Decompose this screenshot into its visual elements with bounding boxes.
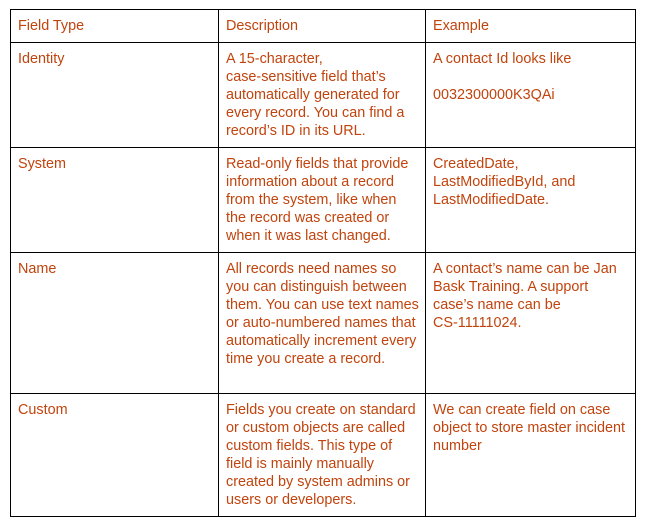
cell-field-type: Name: [11, 253, 219, 394]
cell-description: Read-only fields that provide information about a record from the system, like when the record was created or when it was last changed.: [219, 148, 426, 253]
table-row: [11, 43, 636, 148]
header-example: Example: [426, 10, 636, 43]
cell-description: Fields you create on standard or custom objects are called custom fields. This type of field is mainly manually created by system admins or users or developers.: [219, 394, 426, 517]
cell-field-type: Identity: [11, 43, 219, 148]
header-description: Description: [219, 10, 426, 43]
cell-description: All records need names so you can distinguish between them. You can use text names or auto-numbered names that automatically increment every time you create a record.: [219, 253, 426, 394]
cell-example: A contact’s name can be Jan Bask Training. A support case’s name can be CS-11111024.: [426, 253, 636, 394]
cell-description: A 15-character, case-sensitive field that’s automatically generated for every record. You can find a record’s ID in its URL.: [219, 43, 426, 148]
cell-example: CreatedDate, LastModifiedById, and LastModifiedDate.: [426, 148, 636, 253]
table-row: [11, 253, 636, 394]
field-types-document: [10, 9, 635, 517]
table-header-row: [11, 10, 636, 43]
cell-example: A contact Id looks like 0032300000K3QAi: [426, 43, 636, 148]
cell-field-type: Custom: [11, 394, 219, 517]
cell-field-type: System: [11, 148, 219, 253]
header-field-type: Field Type: [11, 10, 219, 43]
cell-example: We can create field on case object to store master incident number: [426, 394, 636, 517]
field-types-table: [10, 9, 636, 517]
table-row: [11, 148, 636, 253]
table-row: [11, 394, 636, 517]
